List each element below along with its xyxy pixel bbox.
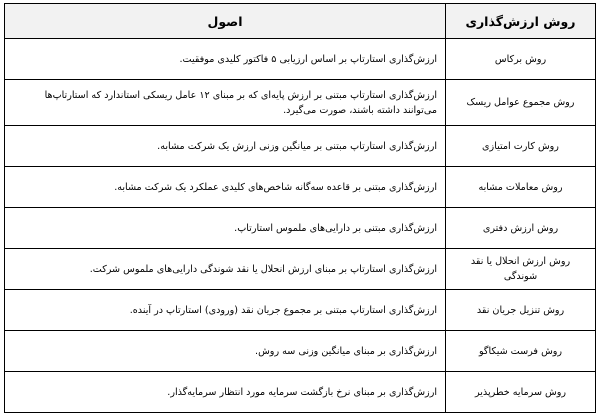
header-method: روش ارزش‌گذاری — [446, 4, 596, 39]
principle-cell: ارزش‌گذاری استارتاپ مبتنی بر مجموع جریان نقد (ورودی) استارتاپ در آینده. — [5, 290, 446, 331]
method-cell: روش برکاس — [446, 39, 596, 80]
valuation-methods-table — [4, 3, 596, 413]
method-cell: روش مجموع عوامل ریسک — [446, 80, 596, 126]
table-row — [5, 208, 596, 249]
header-principle: اصول — [5, 4, 446, 39]
principle-cell: ارزش‌گذاری بر مبنای نرخ بازگشت سرمایه مورد انتظار سرمایه‌گذار. — [5, 372, 446, 413]
table-row — [5, 126, 596, 167]
method-cell: روش سرمایه خطرپذیر — [446, 372, 596, 413]
table-row — [5, 80, 596, 126]
table-row — [5, 167, 596, 208]
principle-cell: ارزش‌گذاری مبتنی بر قاعده سه‌گانه شاخص‌های کلیدی عملکرد یک شرکت مشابه. — [5, 167, 446, 208]
table-row — [5, 372, 596, 413]
method-cell: روش ارزش انحلال یا نقد شوندگی — [446, 249, 596, 290]
method-cell: روش فرست شیکاگو — [446, 331, 596, 372]
method-cell: روش معاملات مشابه — [446, 167, 596, 208]
method-cell: روش کارت امتیازی — [446, 126, 596, 167]
table-row — [5, 249, 596, 290]
method-cell: روش ارزش دفتری — [446, 208, 596, 249]
principle-cell: ارزش‌گذاری مبتنی بر دارایی‌های ملموس استارتاپ. — [5, 208, 446, 249]
method-cell: روش تنزیل جریان نقد — [446, 290, 596, 331]
table-row — [5, 290, 596, 331]
principle-cell: ارزش‌گذاری استارتاپ بر اساس ارزیابی ۵ فاکتور کلیدی موفقیت. — [5, 39, 446, 80]
table-body — [5, 39, 596, 413]
principle-cell: ارزش‌گذاری استارتاپ مبتنی بر میانگین وزنی ارزش یک شرکت مشابه. — [5, 126, 446, 167]
table-row — [5, 331, 596, 372]
table-header — [5, 4, 596, 39]
header-row — [5, 4, 596, 39]
principle-cell: ارزش‌گذاری استارتاپ مبتنی بر ارزش پایه‌ای که بر مبنای ۱۲ عامل ریسکی استاندارد که استارتاپ‌ها می‌توانند داشته باشند، صورت می‌گیرد. — [5, 80, 446, 126]
table-row — [5, 39, 596, 80]
principle-cell: ارزش‌گذاری بر مبنای میانگین وزنی سه روش. — [5, 331, 446, 372]
principle-cell: ارزش‌گذاری استارتاپ بر مبنای ارزش انحلال یا نقد شوندگی دارایی‌های ملموس شرکت. — [5, 249, 446, 290]
